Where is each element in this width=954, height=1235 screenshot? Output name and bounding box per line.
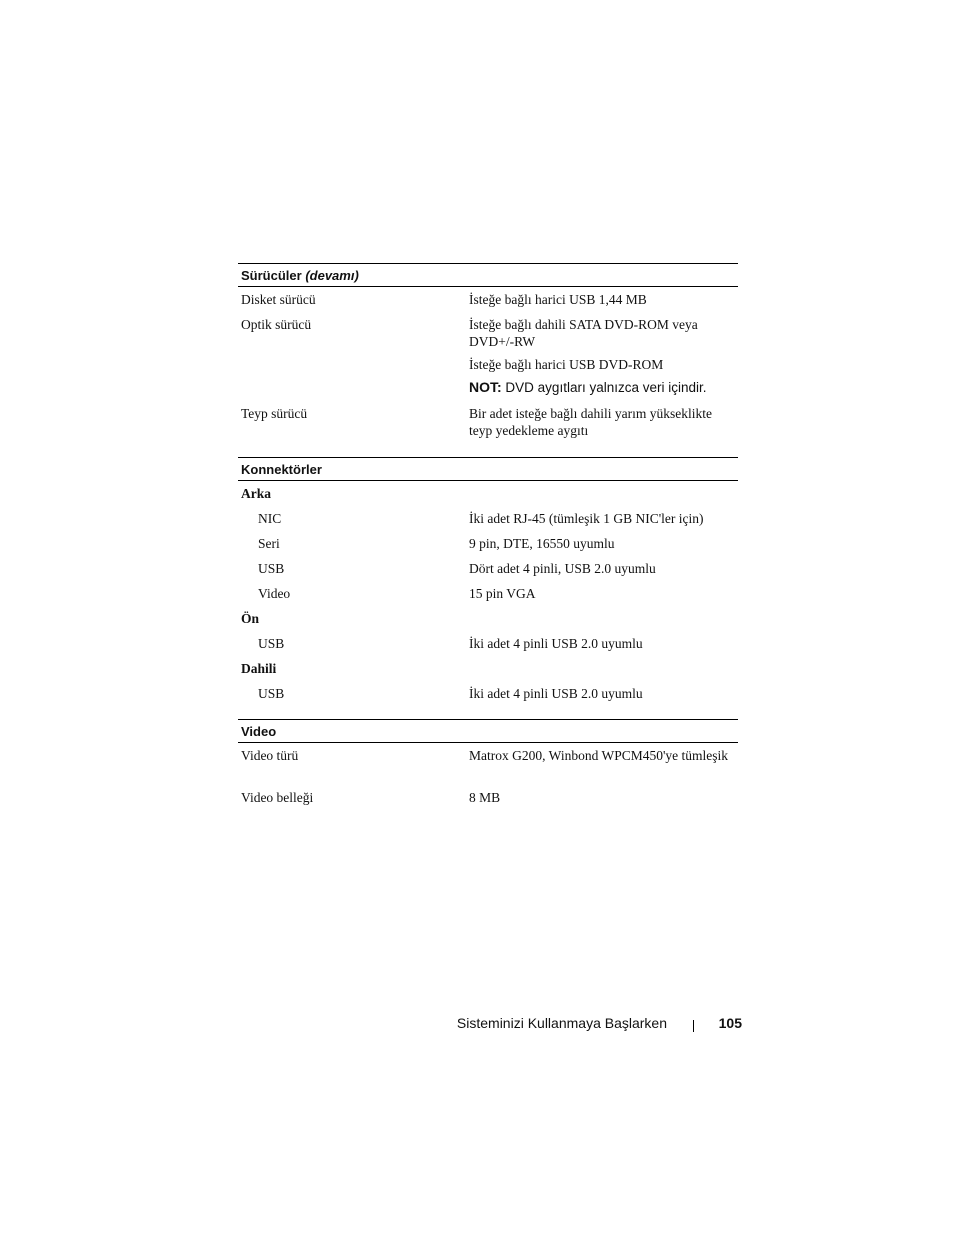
row-value: 15 pin VGA [469, 586, 536, 601]
rear-label: Arka [241, 486, 271, 501]
row-label: Video türü [241, 748, 299, 763]
video-heading-title: Video [241, 724, 277, 739]
note-label: NOT: [469, 379, 502, 395]
row-value: İki adet 4 pinli USB 2.0 uyumlu [469, 686, 643, 701]
row-label: Disket sürücü [241, 292, 316, 307]
row-label: USB [258, 561, 285, 576]
video-heading [238, 719, 738, 743]
front-label: Ön [241, 611, 260, 626]
video-section [238, 719, 738, 805]
row-value: 9 pin, DTE, 16550 uyumlu [469, 536, 615, 551]
row-value: İsteğe bağlı harici USB 1,44 MB [469, 292, 647, 307]
drives-heading-suffix: (devamı) [305, 268, 359, 283]
connectors-heading [238, 457, 738, 481]
row-value: Bir adet isteğe bağlı dahili yarım yükseklikte teyp yedekleme aygıtı [469, 406, 712, 438]
internal-label: Dahili [241, 661, 277, 676]
page-footer [420, 1015, 742, 1035]
note [469, 379, 734, 396]
page-number: 105 [718, 1015, 742, 1031]
row-value: İsteğe bağlı harici USB DVD-ROM [469, 357, 664, 372]
row-value: İki adet 4 pinli USB 2.0 uyumlu [469, 636, 643, 651]
connectors-heading-title: Konnektörler [241, 462, 322, 477]
row-value: İsteğe bağlı dahili SATA DVD-ROM veya DVD+/-RW [469, 317, 698, 349]
row-label: USB [258, 686, 285, 701]
row-label: NIC [258, 511, 282, 526]
footer-title: Sisteminizi Kullanmaya Başlarken [456, 1015, 667, 1031]
drives-heading-title: Sürücüler [241, 268, 302, 283]
row-label: Teyp sürücü [241, 406, 308, 421]
row-label: USB [258, 636, 285, 651]
row-label: Video belleği [241, 790, 314, 805]
connectors-section [238, 457, 738, 701]
row-value: Dört adet 4 pinli, USB 2.0 uyumlu [469, 561, 656, 576]
note-text: DVD aygıtları yalnızca veri içindir. [501, 380, 707, 395]
row-label: Seri [258, 536, 280, 551]
drives-heading [238, 263, 738, 287]
footer-separator [693, 1020, 694, 1032]
drives-section [238, 263, 738, 438]
row-label: Video [258, 586, 291, 601]
row-label: Optik sürücü [241, 317, 312, 332]
row-value: 8 MB [469, 790, 501, 805]
row-value: Matrox G200, Winbond WPCM450'ye tümleşik [469, 748, 729, 763]
row-value: İki adet RJ-45 (tümleşik 1 GB NIC'ler için) [469, 511, 704, 526]
